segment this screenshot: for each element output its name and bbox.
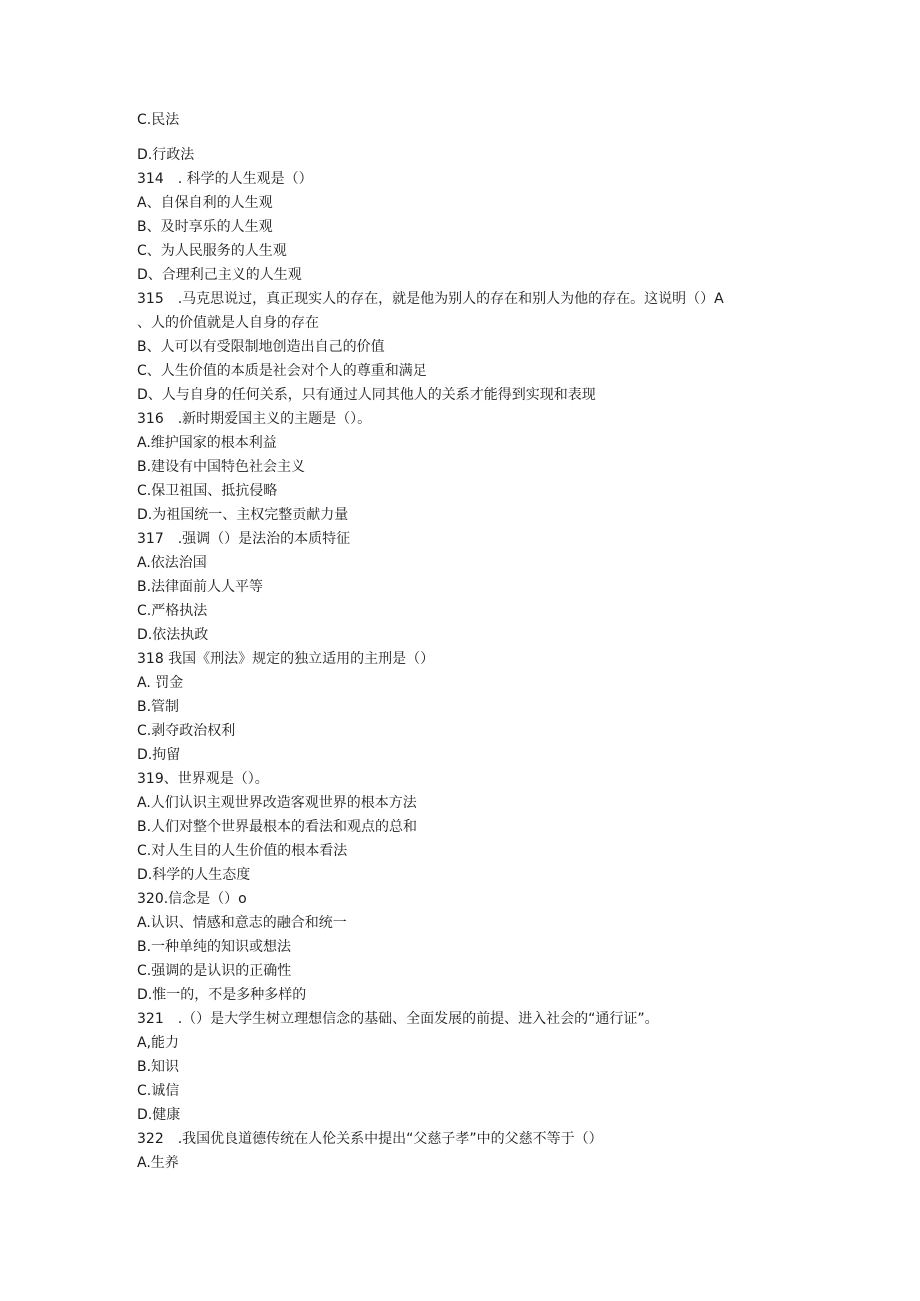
option-line: A、自保自利的人生观 xyxy=(137,195,273,211)
option-line: 、人的价值就是人自身的存在 xyxy=(137,315,319,331)
option-line: D、人与自身的任何关系，只有通过人同其他人的关系才能得到实现和表现 xyxy=(137,387,596,403)
option-line: B.建设有中国特色社会主义 xyxy=(137,459,306,475)
question-line: 315 .马克思说过，真正现实人的存在，就是他为别人的存在和别人为他的存在。这说明（）A xyxy=(137,291,724,307)
question-line: 314 . 科学的人生观是（） xyxy=(137,171,313,187)
question-line: 320.信念是（）o xyxy=(137,891,247,907)
option-line: A. 罚金 xyxy=(137,675,184,691)
option-line: A.生养 xyxy=(137,1155,179,1171)
option-line: D、合理利己主义的人生观 xyxy=(137,267,302,283)
option-line: C.保卫祖国、抵抗侵略 xyxy=(137,483,278,499)
option-line: D.健康 xyxy=(137,1107,181,1123)
question-line: 318 我国《刑法》规定的独立适用的主刑是（） xyxy=(137,651,435,667)
question-line: 316 .新时期爱国主义的主题是（）。 xyxy=(137,411,372,427)
option-line: D.依法执政 xyxy=(137,627,209,643)
option-line: D.拘留 xyxy=(137,747,181,763)
option-line: A.依法治国 xyxy=(137,555,207,571)
option-line: B、人可以有受限制地创造出自己的价值 xyxy=(137,339,385,355)
document-body xyxy=(137,108,797,1175)
option-line: B.管制 xyxy=(137,699,180,715)
question-line: 317 .强调（）是法治的本质特征 xyxy=(137,531,351,547)
option-line: A.维护国家的根本利益 xyxy=(137,435,277,451)
option-line: C.对人生目的人生价值的根本看法 xyxy=(137,843,348,859)
option-line: C.剥夺政治权利 xyxy=(137,723,236,739)
option-line: D.行政法 xyxy=(137,147,195,163)
option-line: B.一种单纯的知识或想法 xyxy=(137,939,292,955)
option-line: A,能力 xyxy=(137,1035,180,1051)
option-line: C.强调的是认识的正确性 xyxy=(137,963,292,979)
option-line: C.诚信 xyxy=(137,1083,180,1099)
question-line: 319、世界观是（）。 xyxy=(137,771,269,787)
option-line: C、为人民服务的人生观 xyxy=(137,243,287,259)
option-line: C.严格执法 xyxy=(137,603,208,619)
option-line: D.惟一的，不是多种多样的 xyxy=(137,987,307,1003)
option-line: A.人们认识主观世界改造客观世界的根本方法 xyxy=(137,795,417,811)
paragraph-gap xyxy=(137,132,797,143)
option-line: A.认识、情感和意志的融合和统一 xyxy=(137,915,347,931)
question-line: 321 .（）是大学生树立理想信念的基础、全面发展的前提、进入社会的“通行证”。 xyxy=(137,1011,659,1027)
option-line: C.民法 xyxy=(137,112,180,128)
option-line: B.法律面前人人平等 xyxy=(137,579,264,595)
option-line: C、人生价值的本质是社会对个人的尊重和满足 xyxy=(137,363,427,379)
question-line: 322 .我国优良道德传统在人伦关系中提出“父慈子孝”中的父慈不等于（） xyxy=(137,1131,603,1147)
option-line: D.科学的人生态度 xyxy=(137,867,251,883)
option-line: B.人们对整个世界最根本的看法和观点的总和 xyxy=(137,819,418,835)
option-line: D.为祖国统一、主权完整贡献力量 xyxy=(137,507,349,523)
option-line: B.知识 xyxy=(137,1059,180,1075)
option-line: B、及时享乐的人生观 xyxy=(137,219,273,235)
